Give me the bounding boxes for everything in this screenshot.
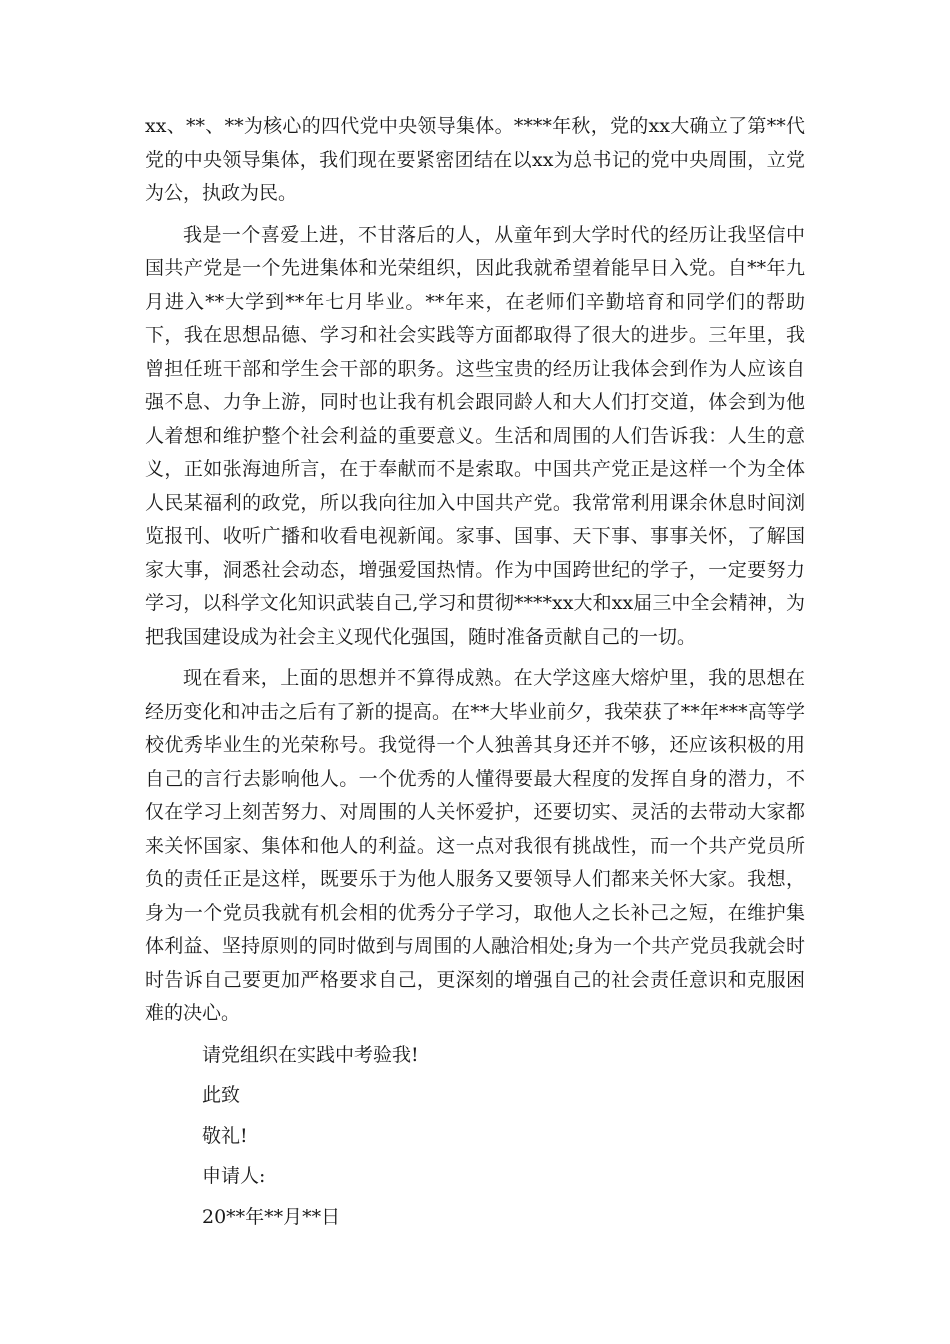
letter-body	[145, 110, 805, 1241]
paragraph-current-thoughts: 现在看来，上面的思想并不算得成熟。在大学这座大熔炉里，我的思想在经历变化和冲击之后有了新的提高。在**大毕业前夕，我荣获了**年***高等学校优秀毕业生的光荣称号。我觉得一个人独善其身还并不够，还应该积极的用自己的言行去影响他人。一个优秀的人懂得要最大程度的发挥自身的潜力，不仅在学习上刻苦努力、对周围的人关怀爱护，还要切实、灵活的去带动大家都来关怀国家、集体和他人的利益。这一点对我很有挑战性，而一个共产党员所负的责任正是这样，既要乐于为他人服务又要领导人们都来关怀大家。我想，身为一个党员我就有机会相的优秀分子学习，取他人之长补己之短，在维护集体利益、坚持原则的同时做到与周围的人融洽相处;身为一个共产党员我就会时时告诉自己要更加严格要求自己，更深刻的增强自己的社会责任意识和克服困难的决心。	[145, 667, 805, 1024]
closing-salutation: 此致	[202, 1084, 241, 1106]
date-line: 20**年**月**日	[202, 1205, 341, 1228]
applicant-label: 申请人:	[202, 1165, 266, 1187]
paragraph-continuation: xx、**、**为核心的四代党中央领导集体。****年秋，党的xx大确立了第**代党的中央领导集体，我们现在要紧密团结在以xx为总书记的党中央周围，立党为公，执政为民。	[145, 115, 805, 204]
paragraph-personal-background: 我是一个喜爱上进，不甘落后的人，从童年到大学时代的经历让我坚信中国共产党是一个先进集体和光荣组织，因此我就希望着能早日入党。自**年九月进入**大学到**年七月毕业。**年来，在老师们辛勤培育和同学们的帮助下，我在思想品德、学习和社会实践等方面都取得了很大的进步。三年里，我曾担任班干部和学生会干部的职务。这些宝贵的经历让我体会到作为人应该自强不息、力争上游，同时也让我有机会跟同龄人和大人们打交道，体会到为他人着想和维护整个社会利益的重要意义。生活和周围的人们告诉我：人生的意义，正如张海迪所言，在于奉献而不是索取。中国共产党正是这样一个为全体人民某福利的政党，所以我向往加入中国共产党。我常常利用课余休息时间浏览报刊、收听广播和收看电视新闻。家事、国事、天下事、事事关怀，了解国家大事，洞悉社会动态，增强爱国热情。作为中国跨世纪的学子，一定要努力学习，以科学文化知识武装自己,学习和贯彻****xx大和xx届三中全会精神，为把我国建设成为社会主义现代化强国，随时准备贡献自己的一切。	[145, 223, 805, 648]
closing-request: 请党组织在实践中考验我!	[202, 1043, 419, 1066]
closing-respect: 敬礼!	[202, 1124, 248, 1147]
